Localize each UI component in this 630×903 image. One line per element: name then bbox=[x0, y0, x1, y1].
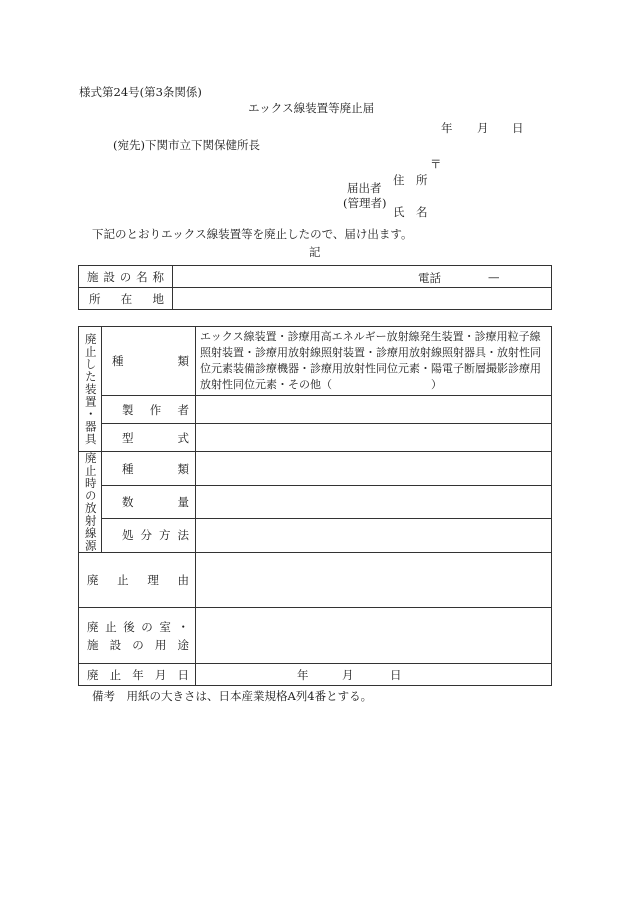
char: 在 bbox=[120, 291, 133, 306]
maker-field[interactable] bbox=[196, 396, 552, 424]
kind-label bbox=[102, 327, 196, 396]
char: 類 bbox=[177, 354, 189, 368]
char: 後 bbox=[123, 619, 135, 634]
facility-name-label bbox=[79, 266, 173, 288]
char: 種 bbox=[112, 354, 124, 368]
char: 理 bbox=[147, 573, 159, 587]
abolish-month-label: 月 bbox=[342, 668, 354, 682]
char: 由 bbox=[177, 573, 189, 587]
model-label bbox=[102, 424, 196, 452]
device-group-label bbox=[79, 327, 102, 452]
char: 種 bbox=[122, 461, 134, 476]
intro-text: 下記のとおりエックス線装置等を廃止したので、届け出ます。 bbox=[92, 227, 413, 241]
phone-label: 電話 bbox=[418, 271, 441, 285]
char: 用 bbox=[154, 637, 167, 652]
device-group-text: 廃止した装置・器具 bbox=[83, 332, 98, 446]
model-field[interactable] bbox=[196, 424, 552, 452]
char: 作 bbox=[149, 402, 162, 417]
facility-table bbox=[78, 265, 552, 310]
facility-name-field[interactable] bbox=[173, 266, 552, 288]
abolish-date-label bbox=[79, 664, 196, 686]
char: 式 bbox=[177, 430, 189, 445]
after-use-field[interactable] bbox=[196, 608, 552, 664]
source-group-label bbox=[79, 452, 102, 553]
char: 廃 bbox=[87, 573, 99, 587]
date-month-label: 月 bbox=[477, 121, 489, 135]
char: の bbox=[119, 269, 132, 284]
char: 止 bbox=[109, 667, 122, 682]
quantity-label bbox=[102, 486, 196, 518]
source-kind-label bbox=[102, 452, 196, 486]
reason-field[interactable] bbox=[196, 553, 552, 608]
char: 数 bbox=[122, 494, 134, 509]
char: 年 bbox=[132, 667, 144, 682]
kind-options[interactable] bbox=[196, 327, 552, 396]
char: 法 bbox=[177, 528, 189, 543]
char: 所 bbox=[89, 291, 101, 306]
abolish-date-field[interactable] bbox=[196, 664, 552, 686]
char: 施 bbox=[87, 637, 99, 652]
disposal-label bbox=[102, 518, 196, 552]
postal-mark: 〒 bbox=[430, 157, 442, 171]
char: ・ bbox=[177, 619, 189, 634]
name-label: 氏 名 bbox=[393, 205, 428, 219]
char: 製 bbox=[122, 402, 134, 417]
manager-label: (管理者) bbox=[343, 196, 387, 210]
char: の bbox=[141, 619, 153, 634]
char: 室 bbox=[159, 619, 171, 634]
char: 型 bbox=[122, 430, 134, 445]
char: 途 bbox=[177, 637, 189, 652]
char: 日 bbox=[177, 667, 189, 682]
char: 類 bbox=[177, 461, 189, 476]
maker-label bbox=[102, 396, 196, 424]
abolish-day-label: 日 bbox=[390, 668, 402, 682]
applicant-label: 届出者 bbox=[347, 181, 382, 195]
date-year-label: 年 bbox=[441, 121, 453, 135]
details-table bbox=[78, 326, 552, 686]
address-label: 住 所 bbox=[393, 173, 428, 187]
char: 者 bbox=[177, 402, 189, 417]
char: 名 bbox=[136, 269, 148, 284]
remarks: 備考 用紙の大きさは、日本産業規格A列4番とする。 bbox=[92, 689, 373, 703]
char: 分 bbox=[140, 528, 152, 543]
reason-label bbox=[79, 553, 196, 608]
char: 廃 bbox=[87, 619, 99, 634]
char: 設 bbox=[103, 269, 115, 284]
char: 止 bbox=[117, 573, 129, 587]
location-label bbox=[79, 288, 173, 310]
form-number: 様式第24号(第3条関係) bbox=[79, 85, 202, 99]
char: 地 bbox=[152, 291, 164, 306]
ki-label: 記 bbox=[309, 245, 321, 259]
form-title: エックス線装置等廃止届 bbox=[248, 101, 375, 115]
char: 施 bbox=[87, 269, 99, 284]
char: 廃 bbox=[87, 667, 99, 682]
char: 設 bbox=[109, 637, 122, 652]
char: 処 bbox=[122, 528, 134, 543]
after-use-label bbox=[79, 608, 196, 664]
char: の bbox=[132, 637, 144, 652]
location-field[interactable] bbox=[173, 288, 552, 310]
char: 方 bbox=[159, 528, 171, 543]
char: 止 bbox=[105, 619, 117, 634]
addressee: (宛先)下関市立下関保健所長 bbox=[113, 138, 260, 152]
kind-options-text: エックス線装置・診療用高エネルギー放射線発生装置・診療用粒子線照射装置・診療用放射線照射装置・診療用放射線照射器具・放射性同位元素装備診療機器・診療用放射性同位元素・陽電子断層撮影診療用放射性同位元素・その他（ ） bbox=[200, 330, 541, 391]
source-group-text: 廃止時の放射線源 bbox=[83, 452, 98, 552]
char: 称 bbox=[152, 269, 164, 284]
disposal-field[interactable] bbox=[196, 518, 552, 552]
source-kind-field[interactable] bbox=[196, 452, 552, 486]
date-day-label: 日 bbox=[512, 121, 524, 135]
char: 量 bbox=[177, 494, 189, 509]
quantity-field[interactable] bbox=[196, 486, 552, 518]
char: 月 bbox=[154, 667, 167, 682]
abolish-year-label: 年 bbox=[297, 668, 309, 682]
phone-dash: — bbox=[488, 270, 500, 284]
